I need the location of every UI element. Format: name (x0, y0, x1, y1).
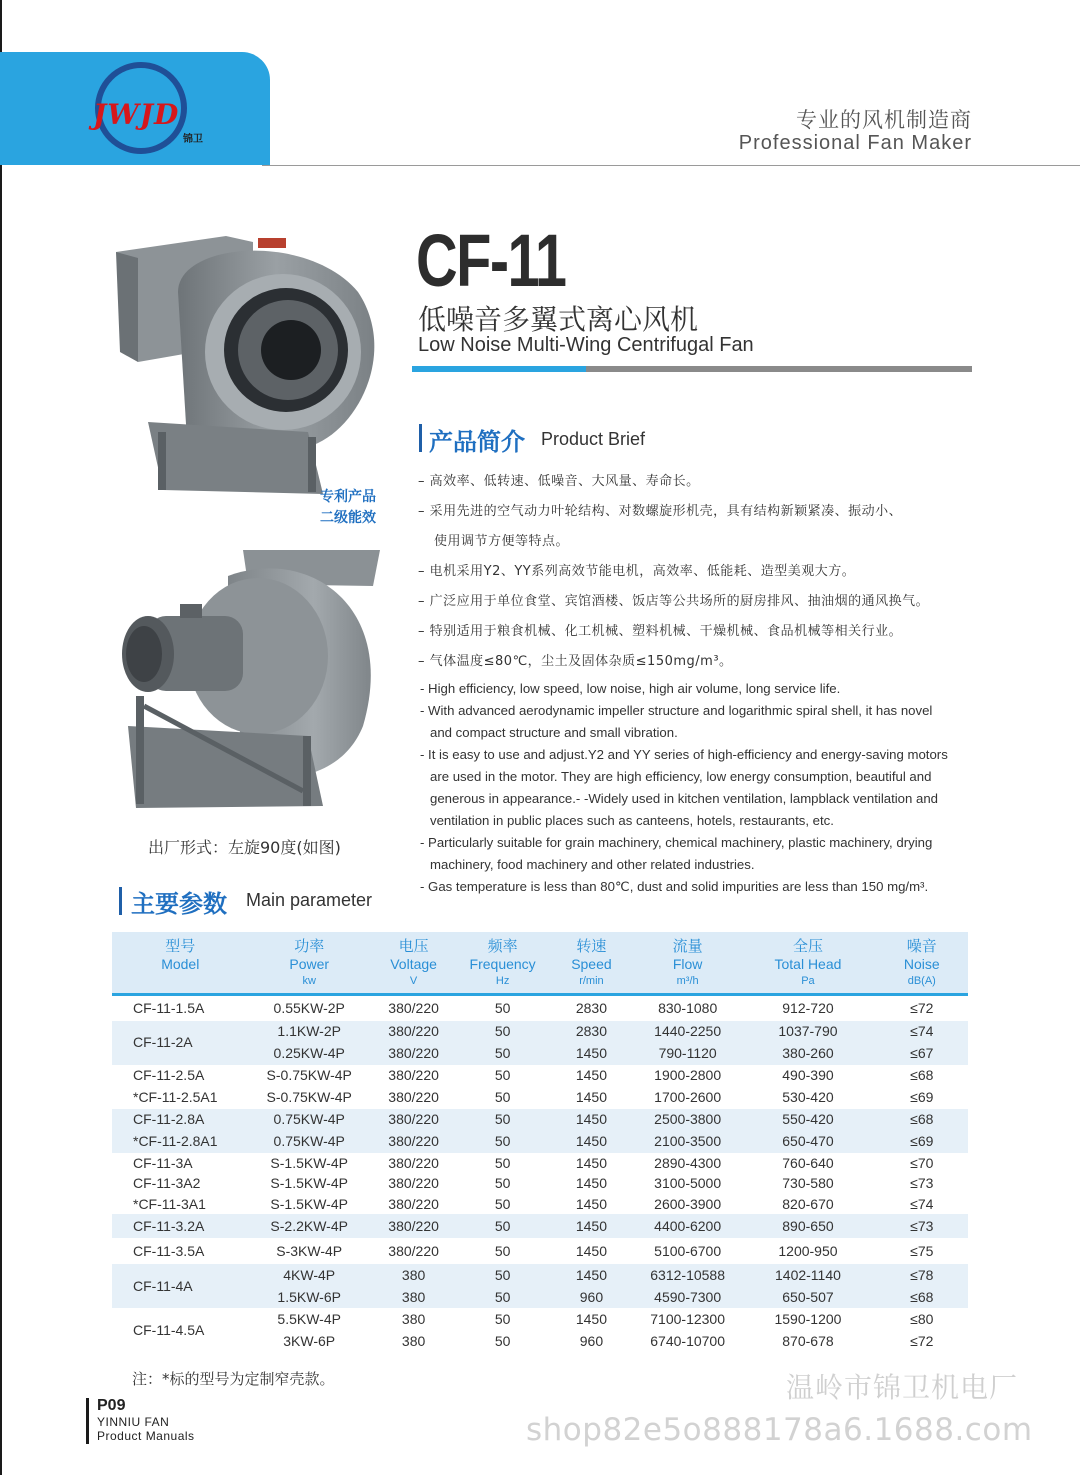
table-cell: 1590-1200 (774, 1311, 842, 1328)
table-row (112, 1153, 968, 1174)
table-cell: 50 (494, 1289, 511, 1306)
brief-cn-line: 使用调节方便等特点。 (434, 534, 570, 549)
header-en: Flow (672, 956, 703, 972)
table-cell: 1037-790 (778, 1023, 838, 1040)
brief-heading-en: Product Brief (541, 429, 646, 449)
table-cell: CF-11-2.5A (133, 1067, 205, 1084)
table-cell: 1440-2250 (654, 1023, 722, 1040)
patent-label (312, 487, 376, 529)
table-cell: CF-11-2.8A (133, 1111, 205, 1128)
table-cell: 380 (401, 1333, 426, 1350)
table-cell: 7100-12300 (650, 1311, 726, 1328)
table-cell: 912-720 (782, 1000, 834, 1016)
patent-line-1: 专利产品 (320, 489, 376, 505)
table-cell: 380/220 (388, 1023, 439, 1040)
table-cell: 380 (401, 1311, 426, 1328)
parameter-table (112, 932, 968, 1352)
table-cell: *CF-11-3A1 (133, 1195, 206, 1212)
table-cell: 2830 (575, 1023, 607, 1040)
header-unit: V (409, 975, 418, 987)
table-cell: 50 (494, 1023, 511, 1040)
table-cell: 760-640 (782, 1154, 834, 1171)
table-cell: 1450 (575, 1067, 607, 1084)
table-cell: 3KW-6P (283, 1333, 336, 1350)
table-cell: 1450 (575, 1045, 607, 1062)
brief-en-line: - It is easy to use and adjust.Y2 and YY series of high-efficiency and energy-saving motors (420, 747, 948, 762)
table-cell: CF-11-4A (133, 1278, 193, 1295)
table-cell: CF-11-3.5A (133, 1243, 205, 1260)
header-en: Noise (903, 956, 940, 972)
table-cell: ≤69 (910, 1133, 934, 1150)
table-cell: 1450 (575, 1218, 607, 1235)
header-cn: 噪音 (906, 938, 937, 955)
params-heading-mark (119, 887, 122, 915)
table-cell: ≤74 (910, 1023, 934, 1040)
table-cell: 1450 (575, 1195, 607, 1212)
table-cell: 650-470 (782, 1133, 834, 1150)
title-underline-blue (412, 366, 586, 372)
table-cell: 4400-6200 (654, 1218, 722, 1235)
table-cell: ≤74 (910, 1195, 934, 1212)
table-row (112, 1065, 968, 1087)
col-header-voltage (370, 932, 457, 995)
table-cell: 380/220 (388, 1154, 439, 1171)
table-cell: 5100-6700 (654, 1243, 722, 1260)
col-header-power (249, 932, 370, 995)
brief-cn-line: – 特别适用于粮食机械、化工机械、塑料机械、干燥机械、食品机械等相关行业。 (418, 624, 903, 639)
table-row (112, 1021, 968, 1043)
table-cell: 960 (579, 1333, 604, 1350)
header-unit: kw (302, 975, 316, 987)
tagline-cn: 专业的风机制造商 (796, 108, 972, 132)
table-cell: 6312-10588 (650, 1267, 726, 1284)
table-note: 注：*标的型号为定制窄壳款。 (132, 1370, 335, 1388)
table-cell: 380 (401, 1289, 426, 1306)
table-cell: 50 (494, 1218, 511, 1235)
logo-subtext: 锦卫 (183, 134, 203, 145)
table-cell: 1900-2800 (654, 1067, 722, 1084)
brief-cn-line: – 广泛应用于单位食堂、宾馆酒楼、饭店等公共场所的厨房排风、抽油烟的通风换气。 (418, 594, 930, 609)
table-cell: 1450 (575, 1111, 607, 1128)
table-cell: ≤70 (910, 1154, 934, 1171)
table-cell: S-1.5KW-4P (270, 1175, 348, 1192)
table-cell: 380/220 (388, 1000, 439, 1016)
table-cell: ≤68 (910, 1067, 934, 1084)
header-cn: 电压 (398, 938, 429, 955)
table-cell: 960 (579, 1289, 604, 1306)
table-cell: CF-11-3A (133, 1154, 193, 1171)
table-cell: 50 (494, 1243, 511, 1260)
header-unit: r/min (579, 975, 604, 987)
fan-image-bottom (108, 546, 380, 816)
table-cell: 50 (494, 1333, 511, 1350)
header-unit: Hz (495, 975, 510, 987)
table-row (112, 1238, 968, 1264)
header-unit: m³/h (676, 975, 699, 987)
brief-en-line: generous in appearance.- -Widely used in kitchen ventilation, lampblack ventilation and (430, 791, 939, 806)
table-cell: ≤72 (910, 1333, 934, 1350)
table-cell: ≤72 (910, 1000, 934, 1016)
table-cell: 1.1KW-2P (277, 1023, 341, 1040)
table-cell: 50 (494, 1000, 511, 1016)
table-cell: ≤73 (910, 1175, 934, 1192)
table-row (112, 1131, 968, 1153)
table-cell: 50 (494, 1111, 511, 1128)
table-cell: 50 (494, 1067, 511, 1084)
table-cell: 4KW-4P (283, 1267, 336, 1284)
brief-en-line: and compact structure and small vibration. (430, 725, 678, 740)
table-cell: 1.5KW-6P (277, 1289, 341, 1306)
table-row (112, 1214, 968, 1238)
table-cell: 50 (494, 1311, 511, 1328)
table-cell: 50 (494, 1045, 511, 1062)
table-cell: 6740-10700 (650, 1333, 726, 1350)
params-heading-en: Main parameter (246, 890, 373, 910)
table-cell: 380/220 (388, 1243, 439, 1260)
table-row (112, 1308, 968, 1330)
table-cell: ≤78 (910, 1267, 934, 1284)
table-row (112, 1109, 968, 1131)
table-cell: 5.5KW-4P (277, 1311, 341, 1328)
table-cell: S-0.75KW-4P (266, 1067, 352, 1084)
table-cell: 1402-1140 (775, 1267, 841, 1284)
table-cell: 2600-3900 (654, 1195, 722, 1212)
table-cell: 50 (494, 1195, 511, 1212)
brief-cn-line: – 高效率、低转速、低噪音、大风量、寿命长。 (418, 474, 700, 489)
logo: JWJD (93, 98, 180, 131)
table-cell: 380/220 (388, 1111, 439, 1128)
table-cell: 50 (494, 1089, 511, 1106)
col-header-model (112, 932, 249, 995)
footer-brand: YINNIU FAN (97, 1415, 170, 1429)
table-cell: 790-1120 (658, 1045, 717, 1062)
table-cell: 2100-3500 (654, 1133, 722, 1150)
table-row (112, 995, 968, 1021)
table-cell: 380-260 (782, 1045, 834, 1062)
brief-en-line: machinery, food machinery and other related industries. (430, 857, 755, 872)
table-cell: 1700-2600 (654, 1089, 722, 1106)
table-cell: 0.75KW-4P (273, 1111, 345, 1128)
col-header-frequency (457, 932, 548, 995)
table-cell: 50 (494, 1175, 511, 1192)
table-cell: 380/220 (388, 1175, 439, 1192)
table-cell: 870-678 (782, 1333, 834, 1350)
header-en: Speed (571, 956, 612, 972)
col-header-speed (548, 932, 635, 995)
table-cell: 650-507 (782, 1289, 834, 1306)
header-cn: 转速 (576, 938, 607, 955)
table-cell: CF-11-4.5A (133, 1322, 205, 1339)
brief-heading-cn: 产品简介 (429, 428, 525, 456)
footer-bar (86, 1398, 89, 1444)
table-cell: ≤73 (910, 1218, 934, 1235)
tagline-en: Professional Fan Maker (738, 132, 972, 154)
table-cell: 530-420 (782, 1089, 834, 1106)
brief-cn-line: – 气体温度≤80℃，尘土及固体杂质≤150mg/m³。 (418, 654, 733, 669)
table-cell: ≤68 (910, 1111, 934, 1128)
table-cell: 2830 (575, 1000, 607, 1016)
table-cell: 830-1080 (658, 1000, 718, 1016)
brief-en-line: - Particularly suitable for grain machinery, chemical machinery, plastic machinery, drying (420, 835, 933, 850)
table-cell: 730-580 (782, 1175, 834, 1192)
patent-line-2: 二级能效 (320, 510, 376, 526)
table-cell: S-1.5KW-4P (270, 1154, 348, 1171)
table-cell: S-2.2KW-4P (270, 1218, 348, 1235)
table-cell: 1450 (575, 1175, 607, 1192)
header-divider (262, 165, 1080, 166)
table-cell: 1450 (575, 1133, 607, 1150)
table-cell: 380/220 (388, 1045, 439, 1062)
title-underline-gray (586, 366, 972, 372)
table-cell: ≤75 (910, 1243, 934, 1260)
table-row (112, 1173, 968, 1194)
header-en: Total Head (774, 956, 842, 972)
factory-form-caption: 出厂形式：左旋90度(如图) (148, 838, 341, 857)
watermark-shop-url: shop82e5o888178a6.1688.com (526, 1412, 1033, 1448)
table-cell: 380 (401, 1267, 426, 1284)
table-cell: CF-11-2A (133, 1034, 193, 1051)
table-cell: 0.55KW-2P (273, 1000, 345, 1016)
brief-cn-line: – 采用先进的空气动力叶轮结构、对数螺旋形机壳，具有结构新颖紧凑、振动小、 (418, 504, 903, 519)
params-heading-cn: 主要参数 (131, 890, 227, 918)
table-cell: S-0.75KW-4P (266, 1089, 352, 1106)
table-cell: ≤68 (910, 1289, 934, 1306)
header-en: Power (289, 956, 330, 972)
product-title-en: Low Noise Multi-Wing Centrifugal Fan (418, 334, 754, 356)
col-header-total-head (740, 932, 875, 995)
header-unit: Pa (801, 975, 815, 987)
table-cell: 50 (494, 1154, 511, 1171)
table-cell: 380/220 (388, 1067, 439, 1084)
header-cn: 型号 (165, 938, 196, 955)
table-cell: CF-11-3A2 (133, 1175, 201, 1192)
col-header-flow (635, 932, 740, 995)
header-en: Frequency (469, 956, 536, 972)
table-header-row (112, 932, 968, 995)
table-cell: 50 (494, 1267, 511, 1284)
brief-en (420, 678, 1010, 898)
table-cell: 2890-4300 (654, 1154, 722, 1171)
table-cell: ≤69 (910, 1089, 934, 1106)
model-title: CF-11 (416, 219, 566, 302)
table-cell: 4590-7300 (654, 1289, 722, 1306)
table-cell: 1450 (575, 1243, 607, 1260)
brief-heading-mark (419, 424, 422, 452)
brief-en-line: - Gas temperature is less than 80℃, dust and solid impurities are less than 150 mg/m³. (420, 879, 929, 894)
table-cell: S-3KW-4P (276, 1243, 343, 1260)
table-cell: 550-420 (782, 1111, 834, 1128)
header-unit: dB(A) (907, 975, 936, 987)
table-cell: 2500-3800 (654, 1111, 722, 1128)
header-cn: 全压 (792, 938, 823, 955)
table-cell: CF-11-3.2A (133, 1218, 205, 1235)
table-cell: 380/220 (388, 1195, 439, 1212)
table-cell: 1450 (575, 1267, 607, 1284)
table-cell: ≤80 (910, 1311, 934, 1328)
col-header-noise (876, 932, 968, 995)
header-en: Model (161, 956, 200, 972)
table-cell: 0.25KW-4P (273, 1045, 345, 1062)
table-cell: *CF-11-2.8A1 (133, 1133, 218, 1150)
page-number: P09 (97, 1397, 126, 1414)
table-body (112, 995, 968, 1353)
table-cell: 380/220 (388, 1218, 439, 1235)
header-cn: 频率 (487, 938, 518, 955)
brief-cn-line: – 电机采用Y2、YY系列高效节能电机，高效率、低能耗、造型美观大方。 (418, 564, 856, 579)
brief-en-line: - With advanced aerodynamic impeller structure and logarithmic spiral shell, it has novel (420, 703, 933, 718)
fan-image-top (108, 232, 378, 494)
footer-subtitle: Product Manuals (97, 1429, 195, 1443)
table-cell: 1450 (575, 1154, 607, 1171)
header-cn: 流量 (672, 938, 703, 955)
table-cell: 820-670 (782, 1195, 834, 1212)
header-cn: 功率 (294, 938, 325, 955)
table-cell: 890-650 (782, 1218, 834, 1235)
page-left-border (0, 0, 2, 1475)
table-cell: CF-11-1.5A (133, 1000, 205, 1016)
table-cell: 1450 (575, 1311, 607, 1328)
table-cell: 1200-950 (778, 1243, 838, 1260)
brief-en-line: are used in the motor. They are high efficiency, low energy consumption, beautiful and (430, 769, 932, 784)
table-row (112, 1087, 968, 1109)
product-title-cn: 低噪音多翼式离心风机 (418, 303, 699, 336)
table-row (112, 1194, 968, 1215)
table-cell: *CF-11-2.5A1 (133, 1089, 218, 1106)
table-cell: 380/220 (388, 1089, 439, 1106)
table-cell: 380/220 (388, 1133, 439, 1150)
watermark-company: 温岭市锦卫机电厂 (786, 1371, 1019, 1404)
header-en: Voltage (390, 956, 437, 972)
table-cell: 3100-5000 (654, 1175, 722, 1192)
brief-en-line: - High efficiency, low speed, low noise, high air volume, long service life. (420, 681, 841, 696)
table-cell: S-1.5KW-4P (270, 1195, 348, 1212)
table-cell: 490-390 (782, 1067, 834, 1084)
brief-en-line: ventilation in public places such as canteens, hotels, restaurants, etc. (430, 813, 834, 828)
table-cell: 1450 (575, 1089, 607, 1106)
table-cell: 0.75KW-4P (273, 1133, 345, 1150)
table-row (112, 1264, 968, 1286)
table-cell: ≤67 (910, 1045, 934, 1062)
table-cell: 50 (494, 1133, 511, 1150)
